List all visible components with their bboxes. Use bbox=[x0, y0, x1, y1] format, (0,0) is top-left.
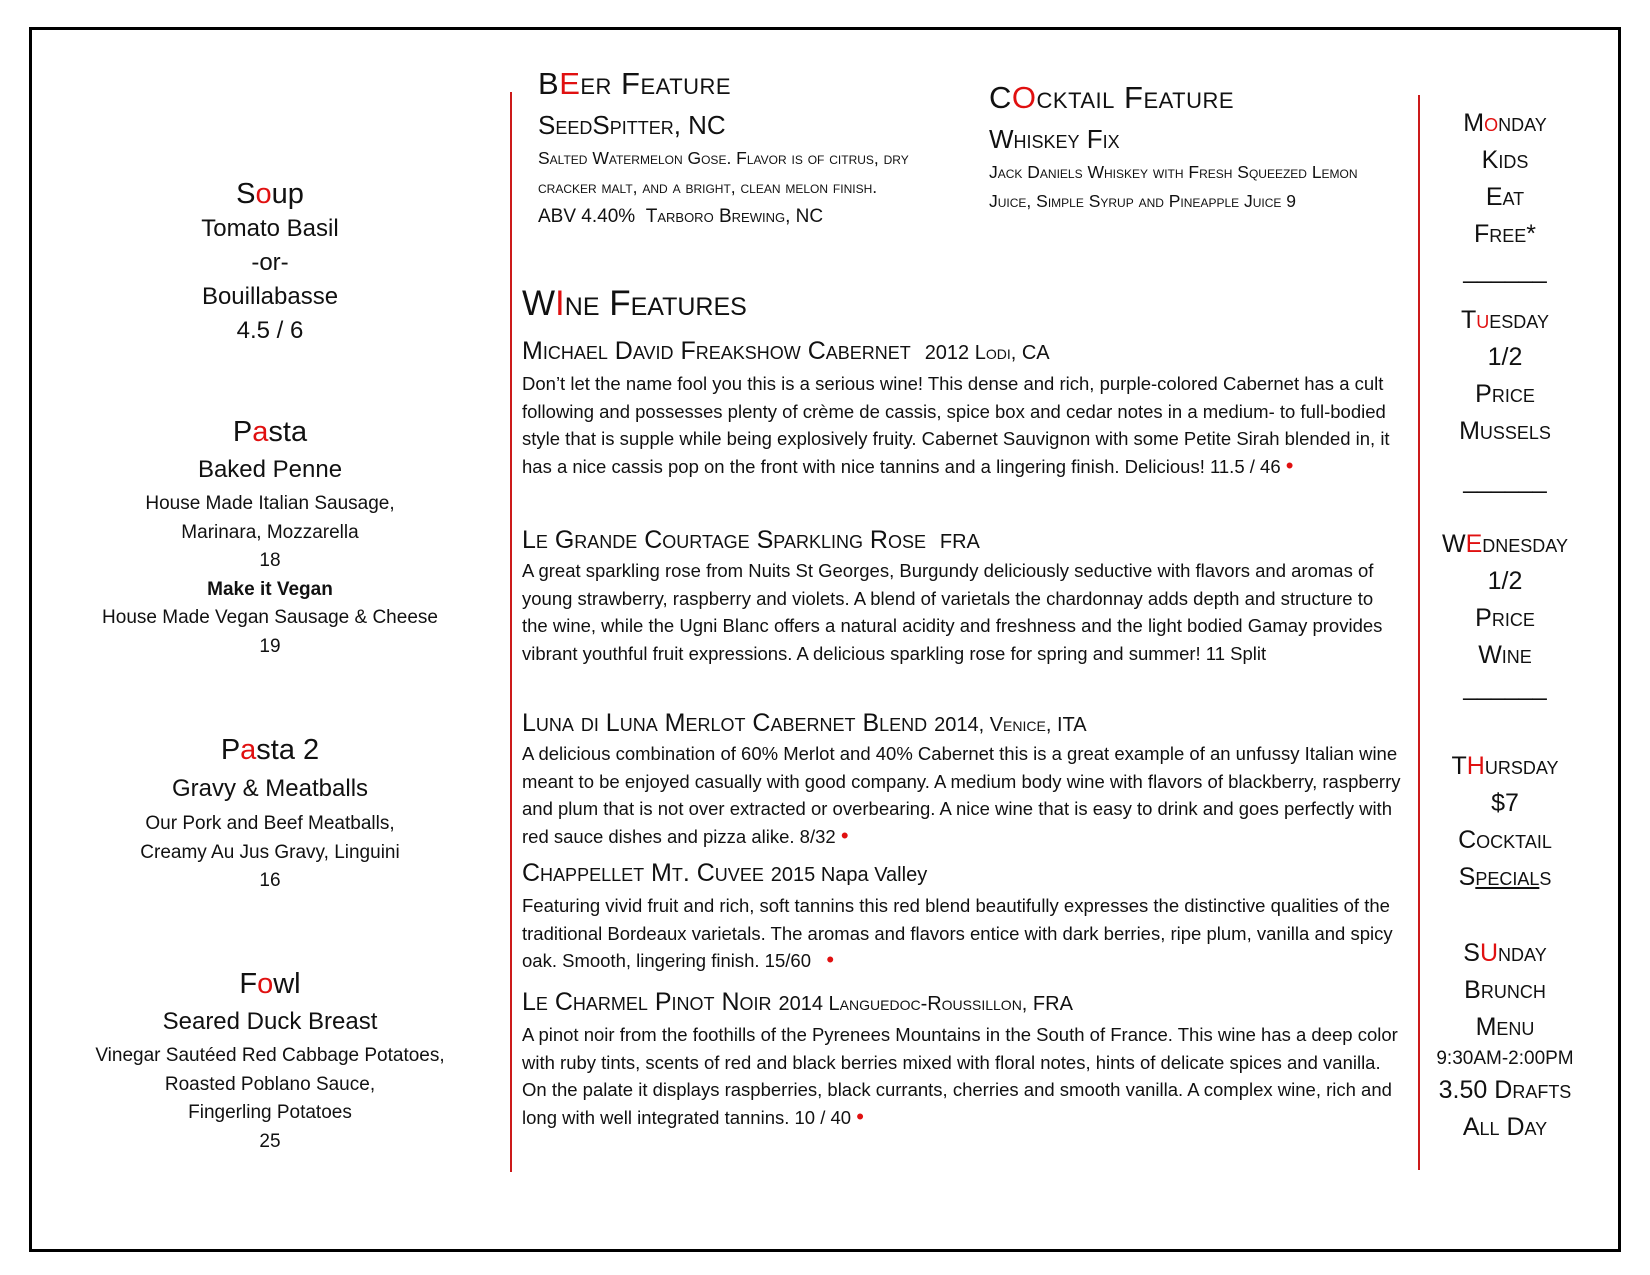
wine-item bbox=[522, 708, 1402, 850]
divider-line: ______ bbox=[1463, 466, 1547, 494]
left-divider bbox=[510, 92, 512, 1172]
wine-title: Le Grande Courtage Sparkling Rose FRA bbox=[522, 526, 980, 554]
soup-item: Tomato Basil bbox=[201, 215, 339, 242]
pasta-desc: House Made Italian Sausage, bbox=[145, 493, 395, 514]
soup-or: -or- bbox=[251, 249, 289, 276]
beer-desc: Salted Watermelon Gose. Flavor is of citrus, dry cracker malt, and a bright, clean melon finish. bbox=[538, 148, 909, 197]
fowl-dish: Seared Duck Breast bbox=[162, 1008, 378, 1035]
wine-desc: A pinot noir from the foothills of the Pyrenees Mountains in the South of France. This wine has a deep color with ruby tints, scents of red and black berries mixed with floral notes, hints of delicate spices and vanilla. On the palate it displays raspberries, black currants, cherries and smooth vanilla. A complex wine, rich and long with well integrated tannins. 10 / 40 • bbox=[522, 1024, 1398, 1129]
pasta2-heading: Pasta 2 bbox=[220, 734, 320, 766]
wine-item bbox=[522, 525, 1402, 667]
wine-desc: Featuring vivid fruit and rich, soft tannins this red blend beautifully expresses the distinctive qualities of the traditional Bordeaux varietals. The aromas and flavors entice with dark berries, ripe plum, vanilla and spicy oak. Smooth, lingering finish. 15/60 • bbox=[522, 895, 1393, 972]
pasta2-desc: Our Pork and Beef Meatballs, bbox=[145, 813, 395, 834]
wine-dot-icon: • bbox=[1285, 452, 1294, 478]
wine-item bbox=[522, 334, 1402, 480]
wednesday-special bbox=[1405, 526, 1605, 700]
special-line: Kids bbox=[1481, 146, 1529, 174]
special-line: Brunch bbox=[1464, 976, 1546, 1004]
pasta-heading: Pasta bbox=[232, 416, 308, 448]
monday-special bbox=[1405, 105, 1605, 287]
beer-name: SeedSpitter, NC bbox=[538, 110, 726, 140]
fowl-section bbox=[70, 966, 470, 1156]
fowl-desc: Vinegar Sautéed Red Cabbage Potatoes, bbox=[95, 1045, 445, 1066]
soup-section bbox=[70, 176, 470, 348]
thursday-special bbox=[1405, 748, 1605, 896]
divider-line: ______ bbox=[1463, 256, 1547, 284]
special-line: Price bbox=[1475, 604, 1535, 632]
special-line: Mussels bbox=[1459, 417, 1551, 445]
tuesday-special bbox=[1405, 302, 1605, 510]
wine-desc: Don’t let the name fool you this is a serious wine! This dense and rich, purple-colored Cabernet has a cult following and possesses plenty of crème de cassis, spice box and cedar notes in a medium- to full-bodied style that is supple while being explosively fruity. Cabernet Sauvignon with some Petite Sirah blended in, it has a nice cassis pop on the front with nice tannins and a lingering finish. Delicious! 11.5 / 46 • bbox=[522, 373, 1390, 478]
pasta-price: 18 bbox=[259, 550, 281, 571]
pasta2-desc: Creamy Au Jus Gravy, Linguini bbox=[140, 841, 400, 863]
pasta2-dish: Gravy & Meatballs bbox=[171, 775, 369, 802]
pasta-dish: Baked Penne bbox=[197, 456, 343, 483]
fowl-price: 25 bbox=[259, 1130, 281, 1152]
wine-item bbox=[522, 985, 1402, 1131]
fowl-desc: Roasted Poblano Sauce, bbox=[164, 1073, 376, 1095]
wine-dot-icon: • bbox=[826, 947, 835, 972]
special-line: $7 bbox=[1491, 789, 1519, 817]
day-heading: Monday bbox=[1463, 109, 1547, 137]
wine-item bbox=[522, 856, 1402, 975]
divider-line: ______ bbox=[1463, 673, 1547, 701]
vegan-price: 19 bbox=[259, 635, 281, 657]
day-heading: WEdnesday bbox=[1442, 530, 1568, 558]
special-line: Specials bbox=[1458, 863, 1552, 891]
cocktail-name: Whiskey Fix bbox=[989, 124, 1120, 154]
wine-dot-icon: • bbox=[840, 822, 849, 848]
beer-feature bbox=[538, 62, 958, 231]
beer-feature-title: BEer Feature bbox=[538, 66, 732, 101]
wine-dot-icon: • bbox=[856, 1103, 864, 1129]
wine-title: Le Charmel Pinot Noir 2014 Languedoc-Roussillon, FRA bbox=[522, 988, 1073, 1016]
special-line: 1/2 bbox=[1487, 567, 1523, 595]
brunch-hours: 9:30AM-2:00PM bbox=[1436, 1048, 1574, 1069]
special-line: 3.50 Drafts bbox=[1438, 1076, 1572, 1104]
beer-abv: ABV 4.40% bbox=[538, 206, 636, 227]
special-line: Free* bbox=[1473, 220, 1536, 248]
wine-features-heading: WIne Features bbox=[522, 284, 747, 323]
special-line: 1/2 bbox=[1487, 343, 1523, 371]
day-heading: SUnday bbox=[1463, 939, 1547, 967]
cocktail-desc: Jack Daniels Whiskey with Fresh Squeezed Lemon Juice, Simple Syrup and Pineapple Juice 9 bbox=[989, 162, 1358, 211]
soup-item: Bouillabasse bbox=[201, 283, 339, 310]
special-line: All Day bbox=[1462, 1113, 1548, 1141]
wine-title: Luna di Luna Merlot Cabernet Blend 2014, Venice, ITA bbox=[522, 709, 1087, 737]
special-line: Eat bbox=[1485, 183, 1525, 211]
pasta2-section bbox=[70, 732, 470, 896]
wine-desc: A great sparkling rose from Nuits St Georges, Burgundy deliciously seductive with flavors and aromas of young strawberry, raspberry and violets. A blend of varietals the chardonnay adds depth and structure to the wine, while the Ugni Blanc offers a natural acidity and freshness and the light bodied Gamay provides vibrant youthful fruit expressions. A delicious sparkling rose for spring and summer! 11 Split bbox=[522, 560, 1383, 664]
special-line: Wine bbox=[1478, 641, 1532, 669]
soup-price: 4.5 / 6 bbox=[236, 317, 304, 344]
sunday-special bbox=[1405, 935, 1605, 1146]
vegan-option: Make it Vegan bbox=[207, 578, 333, 600]
wine-title: Michael David Freakshow Cabernet 2012 Lodi, CA bbox=[522, 337, 1050, 365]
pasta-section bbox=[70, 414, 470, 661]
vegan-desc: House Made Vegan Sausage & Cheese bbox=[102, 607, 438, 628]
special-line: Cocktail bbox=[1458, 826, 1552, 854]
cocktail-feature-title: COcktail Feature bbox=[989, 80, 1235, 115]
special-line: Price bbox=[1475, 380, 1535, 408]
cocktail-feature bbox=[989, 76, 1409, 216]
beer-abv-line bbox=[538, 202, 958, 231]
wine-title: Chappellet Mt. Cuvee 2015 Napa Valley bbox=[522, 859, 928, 887]
wine-desc: A delicious combination of 60% Merlot and 40% Cabernet this is a great example of an unfussy Italian wine meant to be enjoyed casually with good company. A medium body wine with flavors of blackberry, raspberry and plum that is not over extracted or overbearing. A nice wine that is easy to drink and goes perfectly with red sauce dishes and pizza alike. 8/32 • bbox=[522, 743, 1401, 848]
soup-heading: Soup bbox=[236, 178, 304, 210]
day-heading: Tuesday bbox=[1461, 306, 1549, 334]
pasta-desc: Marinara, Mozzarella bbox=[181, 521, 359, 543]
beer-brewery: Tarboro Brewing, NC bbox=[645, 206, 824, 227]
fowl-desc: Fingerling Potatoes bbox=[188, 1102, 352, 1123]
fowl-heading: Fowl bbox=[239, 968, 301, 1000]
special-line: Menu bbox=[1475, 1013, 1535, 1041]
day-heading: THursday bbox=[1451, 752, 1559, 780]
pasta2-price: 16 bbox=[259, 870, 281, 891]
